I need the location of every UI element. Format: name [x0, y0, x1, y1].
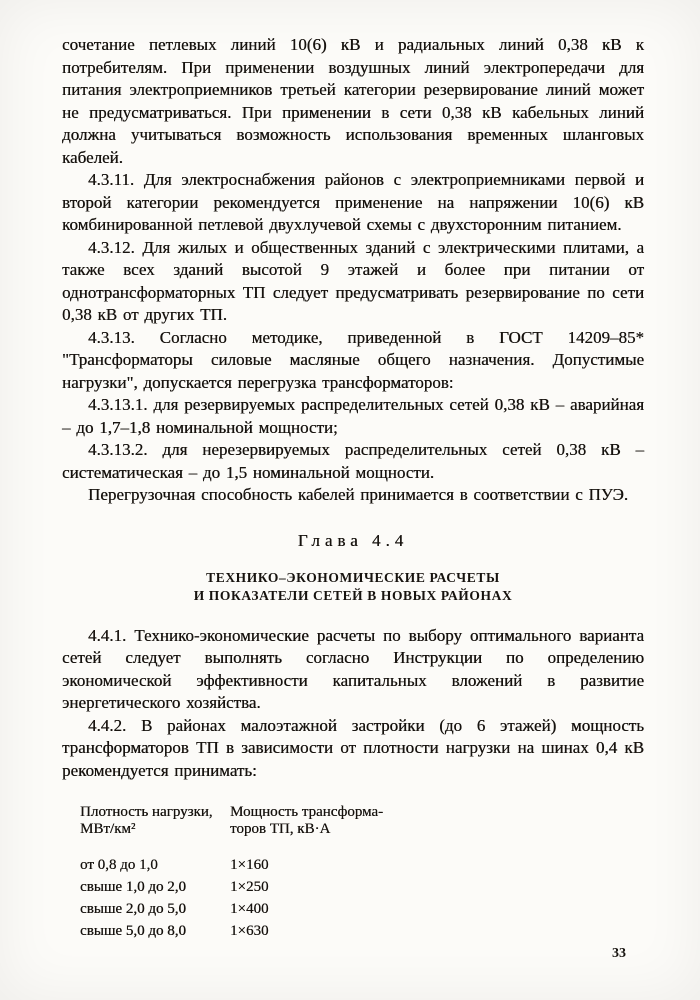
table-header-density [80, 804, 230, 838]
table-header-density-line2: МВт/км² [80, 821, 136, 837]
paragraph-continuation: сочетание петлевых линий 10(6) кВ и радиальных линий 0,38 кВ к потребителям. При применении воздушных линий электропередачи для питания электроприемников третьей категории резервирование линий может не предусматриваться. При применении в сети 0,38 кВ кабельных линий должна учитываться возможность использования временных шланговых кабелей. [62, 35, 644, 167]
page-number: 33 [612, 946, 626, 961]
paragraph-4-3-13: 4.3.13. Согласно методике, приведенной в ГОСТ 14209–85* "Трансформаторы силовые масляные общего назначения. Допустимые нагрузки", допускается перегрузка трансформаторов: [62, 327, 644, 392]
paragraph-4-3-13-2: 4.3.13.2. для нерезервируемых распределительных сетей 0,38 кВ – систематическая – до 1,5 номинальной мощности. [62, 440, 644, 482]
table-header-density-line1: Плотность нагрузки, [80, 804, 213, 820]
table-cell-power: 1×160 [230, 857, 269, 873]
paragraph-overload-note: Перегрузочная способность кабелей принимается в соответствии с ПУЭ. [88, 485, 629, 504]
table-cell-power: 1×630 [230, 923, 269, 939]
paragraph-4-3-13-1: 4.3.13.1. для резервируемых распределительных сетей 0,38 кВ – аварийная – до 1,7–1,8 номинальной мощности; [62, 395, 644, 437]
section-title-line1: ТЕХНИКО–ЭКОНОМИЧЕСКИЕ РАСЧЕТЫ [206, 569, 500, 585]
table-cell-density: от 0,8 до 1,0 [80, 857, 158, 873]
table-header-power-line2: торов ТП, кВ·А [230, 821, 331, 837]
section-title [62, 569, 644, 605]
table-cell-power: 1×400 [230, 901, 269, 917]
table-header-power [230, 804, 383, 838]
paragraph-4-3-12: 4.3.12. Для жилых и общественных зданий с электрическими плитами, а также всех зданий высотой 9 этажей и более при питании от однотрансформаторных ТП следует предусматривать резервирование по сети 0,38 кВ от других ТП. [62, 237, 644, 324]
chapter-heading: Глава 4.4 [297, 530, 409, 550]
paragraph-4-4-1: 4.4.1. Технико-экономические расчеты по выбору оптимального варианта сетей следует выполнять согласно Инструкции по определению экономической эффективности капитальных вложений в развитие энергетического хозяйства. [62, 625, 644, 712]
table-cell-power: 1×250 [230, 879, 269, 895]
table-header-power-line1: Мощность трансформа- [230, 804, 384, 820]
table-cell-density: свыше 5,0 до 8,0 [80, 923, 186, 939]
section-title-line2: И ПОКАЗАТЕЛИ СЕТЕЙ В НОВЫХ РАЙОНАХ [193, 587, 513, 603]
table-cell-density: свыше 2,0 до 5,0 [80, 901, 186, 917]
paragraph-4-3-11: 4.3.11. Для электроснабжения районов с электроприемниками первой и второй категории рекомендуется применение на напряжении 10(6) кВ комбинированной петлевой двухлучевой схемы с двухсторонним питанием. [62, 170, 644, 234]
table-cell-density: свыше 1,0 до 2,0 [80, 879, 186, 895]
transformer-capacity-table [80, 804, 644, 940]
paragraph-4-4-2: 4.4.2. В районах малоэтажной застройки (до 6 этажей) мощность трансформаторов ТП в зависимости от плотности нагрузки на шинах 0,4 кВ рекомендуется принимать: [62, 715, 644, 780]
